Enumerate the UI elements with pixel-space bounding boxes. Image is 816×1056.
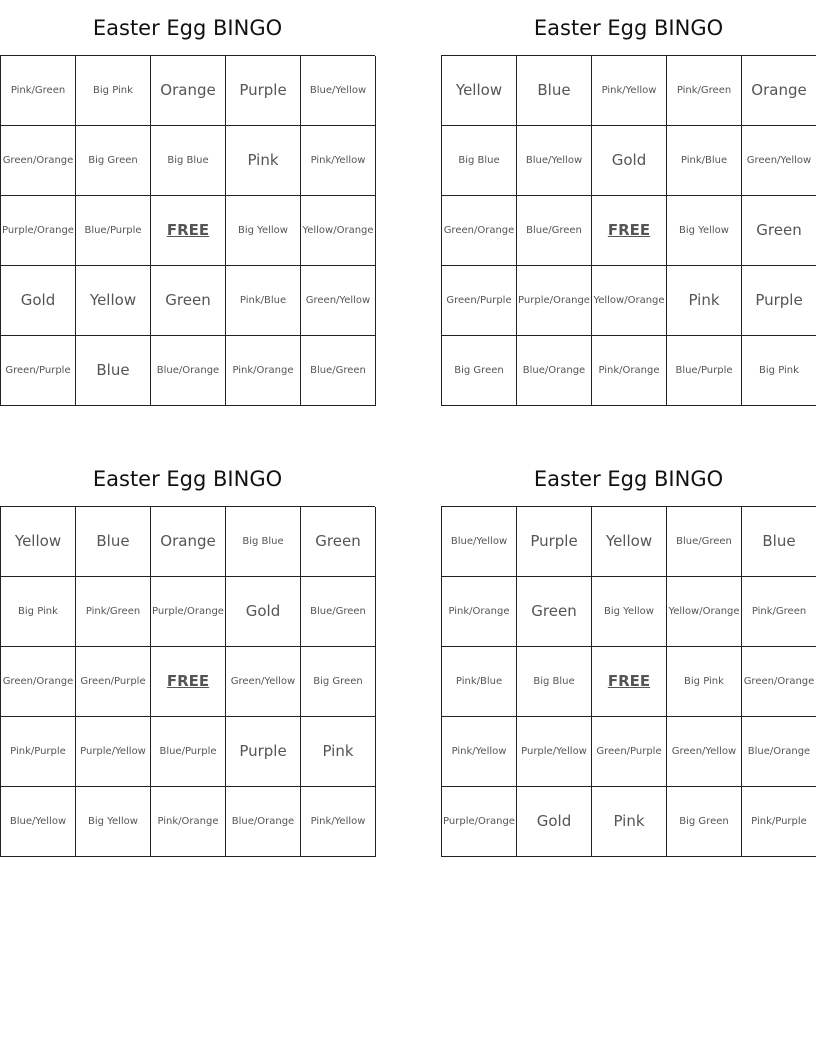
- bingo-cell[interactable]: Green: [151, 266, 226, 336]
- bingo-cell[interactable]: Pink/Blue: [226, 266, 301, 336]
- bingo-cell[interactable]: Blue: [742, 507, 816, 577]
- bingo-grid: [441, 55, 816, 406]
- bingo-cell[interactable]: Yellow/Orange: [667, 577, 742, 647]
- bingo-cell[interactable]: Green/Purple: [1, 336, 76, 406]
- bingo-cell[interactable]: Pink/Orange: [151, 787, 226, 857]
- bingo-cell[interactable]: Purple/Orange: [1, 196, 76, 266]
- bingo-cell[interactable]: Purple/Orange: [517, 266, 592, 336]
- bingo-cell[interactable]: Green/Orange: [742, 647, 816, 717]
- bingo-cell[interactable]: Blue/Orange: [226, 787, 301, 857]
- bingo-cell[interactable]: Blue/Orange: [517, 336, 592, 406]
- bingo-cell[interactable]: Gold: [226, 577, 301, 647]
- bingo-cell[interactable]: Blue/Purple: [667, 336, 742, 406]
- bingo-cell[interactable]: Big Green: [667, 787, 742, 857]
- bingo-cell[interactable]: Pink: [301, 717, 376, 787]
- bingo-cell[interactable]: Yellow: [592, 507, 667, 577]
- bingo-cell[interactable]: Pink/Blue: [667, 126, 742, 196]
- bingo-cell[interactable]: Purple: [226, 56, 301, 126]
- bingo-cell[interactable]: Purple/Orange: [442, 787, 517, 857]
- bingo-cell[interactable]: Big Yellow: [667, 196, 742, 266]
- bingo-cell[interactable]: Big Blue: [151, 126, 226, 196]
- bingo-cell[interactable]: Blue/Yellow: [1, 787, 76, 857]
- bingo-cell[interactable]: Blue/Purple: [151, 717, 226, 787]
- bingo-cell[interactable]: Purple: [742, 266, 816, 336]
- bingo-cell[interactable]: Yellow: [76, 266, 151, 336]
- bingo-cell[interactable]: Pink/Yellow: [301, 787, 376, 857]
- bingo-cell[interactable]: Pink/Purple: [742, 787, 816, 857]
- bingo-cell[interactable]: Yellow/Orange: [301, 196, 376, 266]
- bingo-cell[interactable]: Big Green: [76, 126, 151, 196]
- bingo-cell[interactable]: Pink/Orange: [226, 336, 301, 406]
- bingo-cell[interactable]: Pink: [667, 266, 742, 336]
- bingo-cell[interactable]: Big Yellow: [592, 577, 667, 647]
- bingo-cell[interactable]: Green/Purple: [592, 717, 667, 787]
- bingo-cell[interactable]: Blue: [76, 507, 151, 577]
- bingo-cell[interactable]: Big Blue: [226, 507, 301, 577]
- bingo-cell[interactable]: Pink/Yellow: [592, 56, 667, 126]
- bingo-cell[interactable]: Green: [742, 196, 816, 266]
- free-space-cell[interactable]: FREE: [151, 647, 226, 717]
- free-space-cell[interactable]: FREE: [151, 196, 226, 266]
- bingo-cell[interactable]: Yellow: [1, 507, 76, 577]
- bingo-cell[interactable]: Big Yellow: [226, 196, 301, 266]
- bingo-cell[interactable]: Blue/Green: [301, 336, 376, 406]
- bingo-cell[interactable]: Blue/Orange: [151, 336, 226, 406]
- bingo-cell[interactable]: Big Yellow: [76, 787, 151, 857]
- bingo-cell[interactable]: Big Pink: [76, 56, 151, 126]
- card-title: Easter Egg BINGO: [92, 16, 283, 40]
- bingo-grid: [0, 506, 375, 857]
- bingo-cell[interactable]: Green/Yellow: [301, 266, 376, 336]
- bingo-cell[interactable]: Blue/Purple: [76, 196, 151, 266]
- bingo-cell[interactable]: Pink/Green: [1, 56, 76, 126]
- bingo-cell[interactable]: Green: [517, 577, 592, 647]
- bingo-cell[interactable]: Big Blue: [442, 126, 517, 196]
- bingo-cell[interactable]: Pink/Purple: [1, 717, 76, 787]
- bingo-cell[interactable]: Gold: [592, 126, 667, 196]
- bingo-cell[interactable]: Green/Orange: [1, 647, 76, 717]
- bingo-cell[interactable]: Green: [301, 507, 376, 577]
- bingo-cell[interactable]: Pink/Orange: [592, 336, 667, 406]
- bingo-cell[interactable]: Purple/Orange: [151, 577, 226, 647]
- bingo-cell[interactable]: Pink/Green: [667, 56, 742, 126]
- card-title: Easter Egg BINGO: [92, 467, 283, 491]
- bingo-cell[interactable]: Pink/Green: [742, 577, 816, 647]
- bingo-cell[interactable]: Blue/Green: [301, 577, 376, 647]
- bingo-cell[interactable]: Orange: [151, 56, 226, 126]
- bingo-cell[interactable]: Green/Purple: [76, 647, 151, 717]
- bingo-cell[interactable]: Blue: [517, 56, 592, 126]
- bingo-cell[interactable]: Big Pink: [1, 577, 76, 647]
- bingo-cell[interactable]: Green/Orange: [442, 196, 517, 266]
- bingo-cell[interactable]: Purple/Yellow: [76, 717, 151, 787]
- bingo-cell[interactable]: Pink/Blue: [442, 647, 517, 717]
- bingo-cell[interactable]: Purple: [226, 717, 301, 787]
- bingo-cell[interactable]: Blue/Green: [667, 507, 742, 577]
- free-space-cell[interactable]: FREE: [592, 647, 667, 717]
- bingo-cell[interactable]: Yellow: [442, 56, 517, 126]
- bingo-cell[interactable]: Pink: [592, 787, 667, 857]
- bingo-cell[interactable]: Big Pink: [667, 647, 742, 717]
- bingo-cell[interactable]: Pink/Green: [76, 577, 151, 647]
- bingo-cell[interactable]: Gold: [517, 787, 592, 857]
- card-title: Easter Egg BINGO: [533, 16, 724, 40]
- bingo-cell[interactable]: Green/Yellow: [742, 126, 816, 196]
- bingo-cell[interactable]: Pink/Yellow: [301, 126, 376, 196]
- bingo-cell[interactable]: Purple/Yellow: [517, 717, 592, 787]
- bingo-grid: [0, 55, 375, 406]
- bingo-cell[interactable]: Blue: [76, 336, 151, 406]
- bingo-cell[interactable]: Gold: [1, 266, 76, 336]
- bingo-cell[interactable]: Big Green: [301, 647, 376, 717]
- bingo-cell[interactable]: Yellow/Orange: [592, 266, 667, 336]
- bingo-grid: [441, 506, 816, 857]
- bingo-cell[interactable]: Green/Orange: [1, 126, 76, 196]
- bingo-cell[interactable]: Orange: [151, 507, 226, 577]
- bingo-cell[interactable]: Pink: [226, 126, 301, 196]
- bingo-cell[interactable]: Blue/Orange: [742, 717, 816, 787]
- bingo-cell[interactable]: Blue/Yellow: [517, 126, 592, 196]
- bingo-cell[interactable]: Green/Yellow: [226, 647, 301, 717]
- bingo-cell[interactable]: Blue/Yellow: [442, 507, 517, 577]
- bingo-cell[interactable]: Pink/Yellow: [442, 717, 517, 787]
- bingo-cell[interactable]: Purple: [517, 507, 592, 577]
- bingo-cell[interactable]: Blue/Yellow: [301, 56, 376, 126]
- bingo-cell[interactable]: Blue/Green: [517, 196, 592, 266]
- bingo-cell[interactable]: Big Blue: [517, 647, 592, 717]
- bingo-cell[interactable]: Pink/Orange: [442, 577, 517, 647]
- free-space-cell[interactable]: FREE: [592, 196, 667, 266]
- bingo-cell[interactable]: Big Pink: [742, 336, 816, 406]
- bingo-cell[interactable]: Green/Purple: [442, 266, 517, 336]
- bingo-cell[interactable]: Green/Yellow: [667, 717, 742, 787]
- card-title: Easter Egg BINGO: [533, 467, 724, 491]
- bingo-cell[interactable]: Big Green: [442, 336, 517, 406]
- bingo-cell[interactable]: Orange: [742, 56, 816, 126]
